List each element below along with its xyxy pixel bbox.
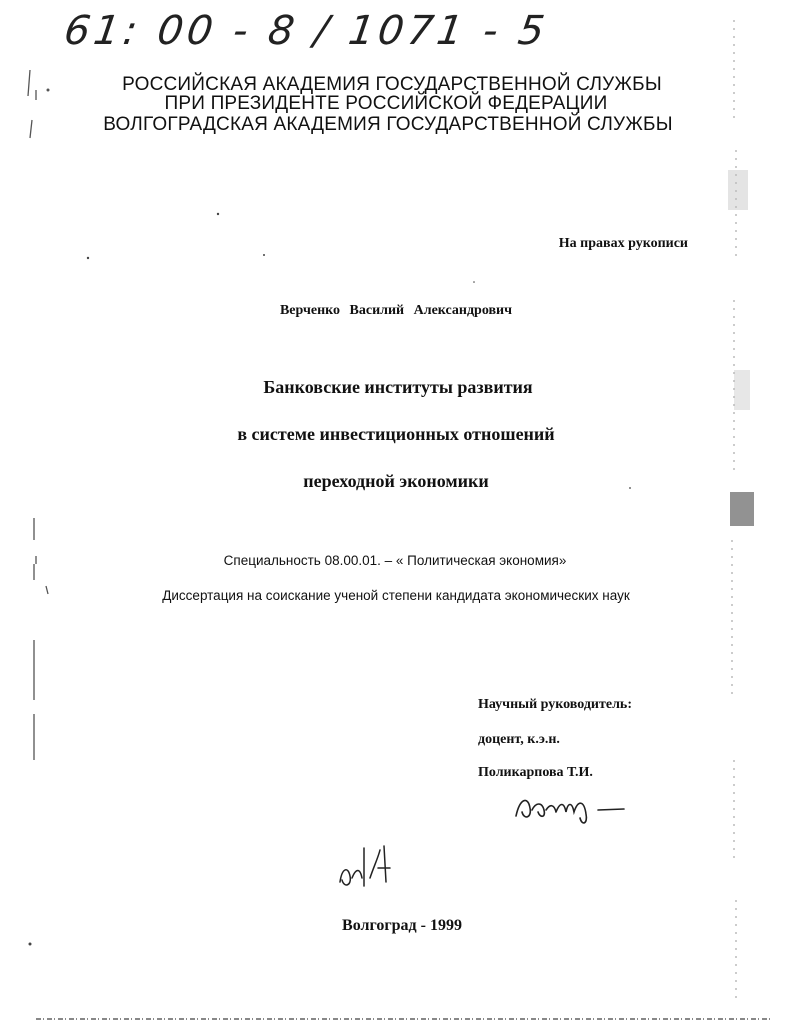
supervisor-rank: доцент, к.э.н. [478, 732, 560, 747]
handwritten-archive-code: 61: 00 - 8 / 1071 - 5 [61, 8, 552, 54]
organization-line-1: РОССИЙСКАЯ АКАДЕМИЯ ГОСУДАРСТВЕННОЙ СЛУЖБЫ [122, 74, 662, 95]
dissertation-degree-line: Диссертация на соискание ученой степени кандидата экономических наук [162, 588, 630, 603]
specialty-line: Специальность 08.00.01. – « Политическая экономия» [223, 553, 567, 568]
title-line-2: в системе инвестиционных отношений [237, 424, 555, 444]
title-line-3: переходной экономики [303, 471, 489, 491]
author-name: Верченко Василий Александрович [279, 303, 513, 318]
city-and-year: Волгоград - 1999 [342, 917, 462, 934]
organization-line-3: ВОЛГОГРАДСКАЯ АКАДЕМИЯ ГОСУДАРСТВЕННОЙ СЛУЖБЫ [103, 114, 673, 135]
supervisor-label: Научный руководитель: [478, 697, 632, 712]
supervisor-name: Поликарпова Т.И. [478, 765, 593, 780]
organization-line-2: ПРИ ПРЕЗИДЕНТЕ РОССИЙСКОЙ ФЕДЕРАЦИИ [164, 93, 608, 114]
manuscript-rights-note: На правах рукописи [558, 236, 688, 251]
title-line-1: Банковские институты развития [263, 377, 533, 397]
